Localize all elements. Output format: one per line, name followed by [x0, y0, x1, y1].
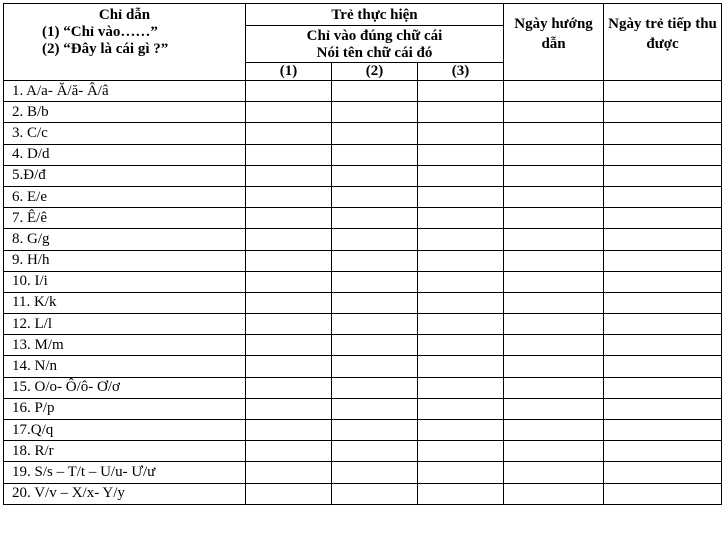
check-cell-1[interactable]	[246, 441, 332, 462]
check-cell-1[interactable]	[246, 208, 332, 229]
date-guided-cell[interactable]	[504, 441, 604, 462]
check-cell-2[interactable]	[332, 144, 418, 165]
check-cell-1[interactable]	[246, 420, 332, 441]
date-guided-cell[interactable]	[504, 186, 604, 207]
check-cell-3[interactable]	[418, 335, 504, 356]
letter-label: 15. O/o- Ô/ô- Ơ/ơ	[4, 377, 246, 398]
date-received-cell[interactable]	[604, 356, 722, 377]
check-cell-3[interactable]	[418, 229, 504, 250]
date-guided-cell[interactable]	[504, 398, 604, 419]
check-cell-2[interactable]	[332, 208, 418, 229]
letter-label: 5.Đ/đ	[4, 165, 246, 186]
table-row	[4, 292, 722, 313]
check-cell-2[interactable]	[332, 314, 418, 335]
letter-label: 17.Q/q	[4, 420, 246, 441]
header-child-performs: Trẻ thực hiện	[246, 4, 504, 26]
letter-label: 2. B/b	[4, 102, 246, 123]
table-row	[4, 81, 722, 102]
check-cell-1[interactable]	[246, 335, 332, 356]
header-guide	[4, 4, 246, 81]
header-date-received: Ngày trẻ tiếp thu được	[604, 4, 722, 81]
check-cell-3[interactable]	[418, 186, 504, 207]
table-row	[4, 398, 722, 419]
check-cell-3[interactable]	[418, 398, 504, 419]
check-cell-2[interactable]	[332, 356, 418, 377]
check-cell-2[interactable]	[332, 292, 418, 313]
date-guided-cell[interactable]	[504, 356, 604, 377]
date-received-cell[interactable]	[604, 271, 722, 292]
table-row	[4, 441, 722, 462]
date-received-cell[interactable]	[604, 102, 722, 123]
letter-label: 18. R/r	[4, 441, 246, 462]
check-cell-3[interactable]	[418, 356, 504, 377]
check-cell-1[interactable]	[246, 356, 332, 377]
date-guided-cell[interactable]	[504, 229, 604, 250]
check-cell-1[interactable]	[246, 398, 332, 419]
check-cell-3[interactable]	[418, 420, 504, 441]
date-guided-cell[interactable]	[504, 314, 604, 335]
check-cell-1[interactable]	[246, 462, 332, 483]
check-cell-3[interactable]	[418, 123, 504, 144]
date-guided-cell[interactable]	[504, 81, 604, 102]
date-guided-cell[interactable]	[504, 335, 604, 356]
check-cell-1[interactable]	[246, 250, 332, 271]
date-received-cell[interactable]	[604, 250, 722, 271]
header-col-2: (2)	[332, 63, 418, 81]
date-guided-cell[interactable]	[504, 250, 604, 271]
check-cell-1[interactable]	[246, 229, 332, 250]
date-guided-cell[interactable]	[504, 377, 604, 398]
check-cell-3[interactable]	[418, 208, 504, 229]
date-guided-cell[interactable]	[504, 292, 604, 313]
date-received-cell[interactable]	[604, 292, 722, 313]
check-cell-2[interactable]	[332, 81, 418, 102]
check-cell-1[interactable]	[246, 144, 332, 165]
table-row	[4, 208, 722, 229]
header-date-guided: Ngày hướng dẫn	[504, 4, 604, 81]
table-row	[4, 250, 722, 271]
check-cell-1[interactable]	[246, 81, 332, 102]
check-cell-2[interactable]	[332, 123, 418, 144]
date-received-cell[interactable]	[604, 123, 722, 144]
check-cell-2[interactable]	[332, 377, 418, 398]
check-cell-2[interactable]	[332, 462, 418, 483]
check-cell-2[interactable]	[332, 165, 418, 186]
sub-instruction-1: Chỉ vào đúng chữ cái	[306, 28, 443, 44]
date-guided-cell[interactable]	[504, 102, 604, 123]
check-cell-2[interactable]	[332, 441, 418, 462]
check-cell-3[interactable]	[418, 292, 504, 313]
check-cell-2[interactable]	[332, 229, 418, 250]
check-cell-1[interactable]	[246, 165, 332, 186]
date-received-cell[interactable]	[604, 483, 722, 504]
check-cell-1[interactable]	[246, 271, 332, 292]
date-received-cell[interactable]	[604, 81, 722, 102]
date-guided-cell[interactable]	[504, 271, 604, 292]
check-cell-1[interactable]	[246, 123, 332, 144]
check-cell-3[interactable]	[418, 377, 504, 398]
check-cell-3[interactable]	[418, 441, 504, 462]
table-row	[4, 335, 722, 356]
check-cell-3[interactable]	[418, 102, 504, 123]
table-row	[4, 144, 722, 165]
guide-title: Chỉ dẫn	[98, 7, 151, 23]
date-received-cell[interactable]	[604, 165, 722, 186]
date-received-cell[interactable]	[604, 420, 722, 441]
date-guided-cell[interactable]	[504, 462, 604, 483]
check-cell-2[interactable]	[332, 398, 418, 419]
date-guided-cell[interactable]	[504, 420, 604, 441]
table-row	[4, 102, 722, 123]
table-row	[4, 314, 722, 335]
check-cell-3[interactable]	[418, 81, 504, 102]
check-cell-2[interactable]	[332, 483, 418, 504]
table-row	[4, 123, 722, 144]
letter-label: 1. A/a- Ă/ă- Â/â	[4, 81, 246, 102]
date-received-cell[interactable]	[604, 398, 722, 419]
check-cell-2[interactable]	[332, 420, 418, 441]
date-received-cell[interactable]	[604, 229, 722, 250]
check-cell-1[interactable]	[246, 314, 332, 335]
header-col-3: (3)	[418, 63, 504, 81]
table-row	[4, 229, 722, 250]
check-cell-1[interactable]	[246, 102, 332, 123]
check-cell-3[interactable]	[418, 314, 504, 335]
check-cell-2[interactable]	[332, 335, 418, 356]
check-cell-1[interactable]	[246, 377, 332, 398]
table-row	[4, 356, 722, 377]
letter-label: 12. L/l	[4, 314, 246, 335]
date-received-cell[interactable]	[604, 186, 722, 207]
check-cell-1[interactable]	[246, 292, 332, 313]
check-cell-1[interactable]	[246, 186, 332, 207]
guide-instruction-2: (2) “Đây là cái gì ?”	[42, 41, 169, 57]
check-cell-3[interactable]	[418, 483, 504, 504]
header-col-1: (1)	[246, 63, 332, 81]
letter-label: 3. C/c	[4, 123, 246, 144]
date-guided-cell[interactable]	[504, 208, 604, 229]
date-received-cell[interactable]	[604, 441, 722, 462]
check-cell-3[interactable]	[418, 271, 504, 292]
letter-label: 13. M/m	[4, 335, 246, 356]
date-guided-cell[interactable]	[504, 483, 604, 504]
date-guided-cell[interactable]	[504, 165, 604, 186]
check-cell-2[interactable]	[332, 271, 418, 292]
date-received-cell[interactable]	[604, 314, 722, 335]
guide-instruction-1: (1) “Chỉ vào……”	[42, 24, 158, 40]
date-received-cell[interactable]	[604, 377, 722, 398]
date-received-cell[interactable]	[604, 144, 722, 165]
letter-label: 19. S/s – T/t – U/u- Ư/ư	[4, 462, 246, 483]
letter-label: 8. G/g	[4, 229, 246, 250]
table-row	[4, 186, 722, 207]
sub-instruction-2: Nói tên chữ cái đó	[316, 45, 433, 61]
check-cell-2[interactable]	[332, 186, 418, 207]
date-guided-cell[interactable]	[504, 144, 604, 165]
letter-checklist-table	[3, 3, 722, 505]
date-received-cell[interactable]	[604, 335, 722, 356]
check-cell-2[interactable]	[332, 250, 418, 271]
table-row	[4, 483, 722, 504]
header-sub-instructions	[246, 26, 504, 63]
letter-label: 16. P/p	[4, 398, 246, 419]
letter-label: 20. V/v – X/x- Y/y	[4, 483, 246, 504]
table-row	[4, 420, 722, 441]
check-cell-3[interactable]	[418, 250, 504, 271]
date-received-cell[interactable]	[604, 462, 722, 483]
check-cell-3[interactable]	[418, 144, 504, 165]
date-received-cell[interactable]	[604, 208, 722, 229]
letter-label: 11. K/k	[4, 292, 246, 313]
check-cell-3[interactable]	[418, 462, 504, 483]
letter-label: 4. D/d	[4, 144, 246, 165]
date-guided-cell[interactable]	[504, 123, 604, 144]
letter-label: 9. H/h	[4, 250, 246, 271]
letter-label: 7. Ê/ê	[4, 208, 246, 229]
check-cell-1[interactable]	[246, 483, 332, 504]
check-cell-3[interactable]	[418, 165, 504, 186]
letter-label: 6. E/e	[4, 186, 246, 207]
letter-label: 14. N/n	[4, 356, 246, 377]
table-row	[4, 462, 722, 483]
table-row	[4, 377, 722, 398]
letter-label: 10. I/i	[4, 271, 246, 292]
table-row	[4, 271, 722, 292]
check-cell-2[interactable]	[332, 102, 418, 123]
table-row	[4, 165, 722, 186]
